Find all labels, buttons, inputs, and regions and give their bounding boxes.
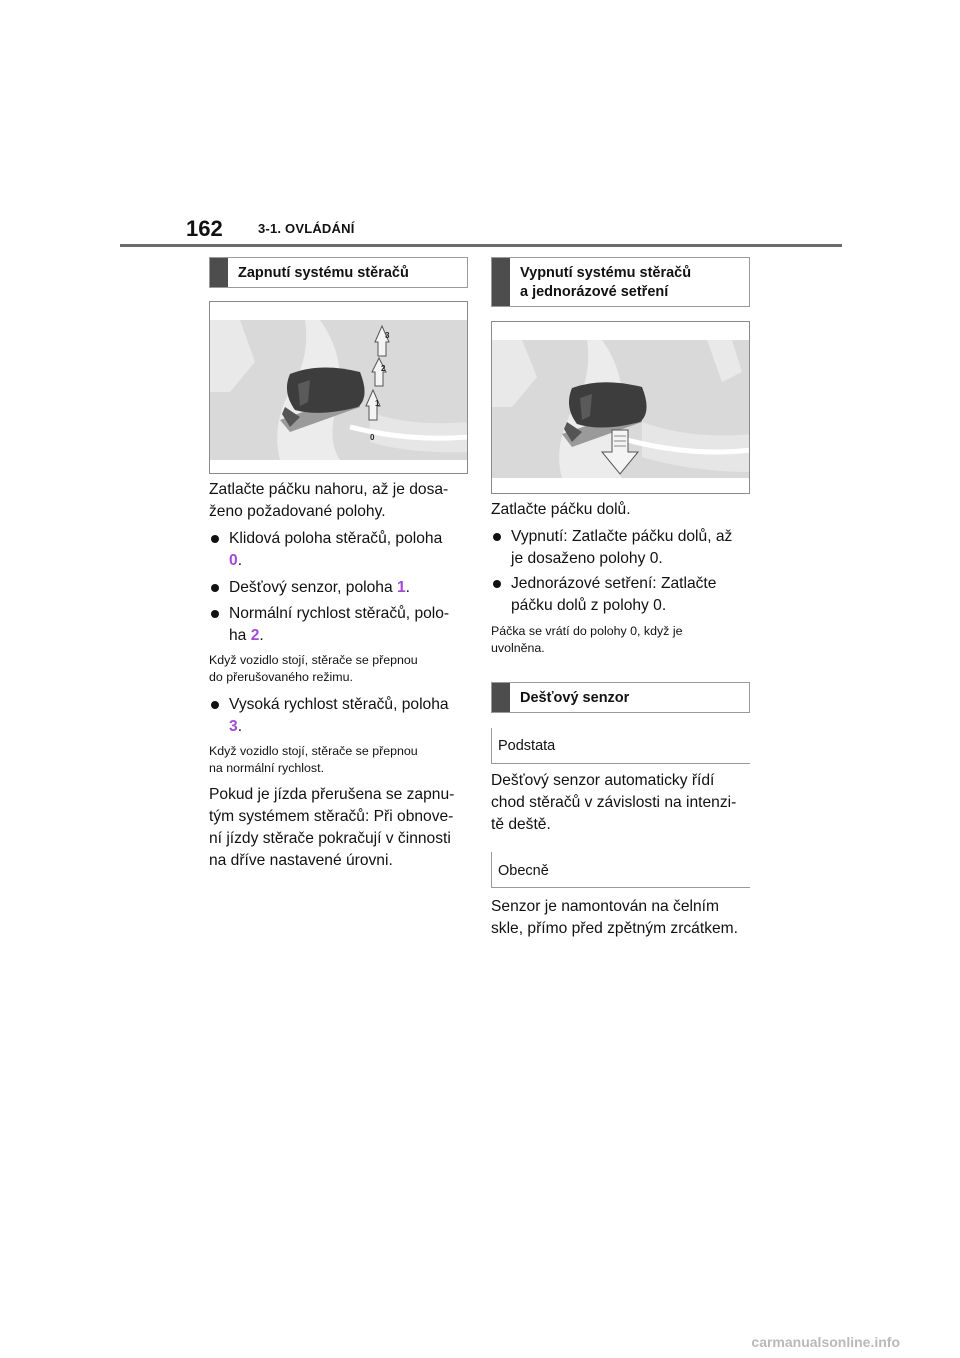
bullet-text-2: ha [229,627,251,644]
left-para-2: tým systémem stěračů: Při obnove- [209,808,454,825]
bullet-dot [211,701,219,709]
left-para-1: Pokud je jízda přerušena se zapnu- [209,786,455,803]
subheading-rule-vertical [491,728,492,764]
bullet-rain-sensor: Dešťový senzor, poloha 1. [211,577,471,599]
right-para1-1: Dešťový senzor automaticky řídí [491,772,715,789]
page-number: 162 [186,216,223,241]
right-para2-1: Senzor je namontován na čelním [491,898,719,915]
position-number: 2 [250,627,260,644]
wiper-lever-up-illustration [210,302,468,474]
bullet-dot [493,533,501,541]
subheading-principle: Podstata [498,738,556,754]
subheading-general: Obecně [498,863,549,879]
right-para1-3: tě deště. [491,816,551,833]
heading-line-1: Vypnutí systému stěračů [520,265,692,281]
wiper-lever-down-illustration [492,322,750,494]
left-para-4: na dříve nastavené úrovni. [209,852,393,869]
bullet-normal-speed: Normální rychlost stěračů, polo- ha 2. [211,603,471,647]
right-para1-2: chod stěračů v závislosti na intenzi- [491,794,737,811]
fig-label-3: 3 [385,331,390,340]
left-para-3: ní jízdy stěrače pokračují v činnosti [209,830,451,847]
bullet-text-2: je dosaženo polohy 0. [511,550,663,567]
subheading-rule-vertical [491,852,492,888]
subheading-rule [491,763,750,764]
note-intermittent-1: Když vozidlo stojí, stěrače se přepnou [209,653,418,667]
heading-line-2: a jednorázové setření [520,284,669,300]
note-return-1: Páčka se vrátí do polohy 0, když je [491,624,683,638]
subheading-rule [491,887,750,888]
bullet-dot [493,580,501,588]
position-number: 0 [229,552,238,569]
note-normal-speed-2: na normální rychlost. [209,761,325,775]
right-intro: Zatlačte páčku dolů. [491,501,631,518]
header-rule [120,244,842,247]
bullet-switch-off [493,526,753,570]
heading-text [520,264,741,302]
bullet-text: Vysoká rychlost stěračů, poloha [229,696,449,713]
note-normal-speed-1: Když vozidlo stojí, stěrače se přepnou [209,744,418,758]
heading-marker [492,258,510,306]
section-heading-rain-sensor [491,682,750,713]
fig-label-2: 2 [381,364,386,373]
right-para2-2: skle, přímo před zpětným zrcátkem. [491,920,738,937]
left-intro-2: ženo požadované polohy. [209,503,386,520]
bullet-single-wipe [493,573,753,617]
heading-marker [492,683,510,712]
chapter-title: 3-1. OVLÁDÁNÍ [258,221,355,236]
watermark: carmanualsonline.info [751,1334,900,1350]
bullet-text: Normální rychlost stěračů, polo- [229,605,450,622]
fig-label-0: 0 [370,433,375,442]
wiper-up-figure [209,301,468,474]
bullet-text: Vypnutí: Zatlačte páčku dolů, až [511,528,733,545]
position-number: 1 [396,579,406,596]
bullet-text: Dešťový senzor, poloha [229,579,397,596]
bullet-high-speed: Vysoká rychlost stěračů, poloha 3. [211,694,471,738]
heading-marker [210,258,228,287]
bullet-text: Jednorázové setření: Zatlačte [511,575,717,592]
fig-label-1: 1 [375,399,380,408]
bullet-rest-position: Klidová poloha stěračů, poloha 0. [211,528,471,572]
heading-text: Zapnutí systému stěračů [238,265,409,281]
left-intro-1: Zatlačte páčku nahoru, až je dosa- [209,481,449,498]
note-intermittent-2: do přerušovaného režimu. [209,670,353,684]
note-return-2: uvolněna. [491,641,545,655]
heading-text: Dešťový senzor [520,690,630,706]
bullet-text-2: páčku dolů z polohy 0. [511,597,667,614]
section-heading-wiper-on [209,257,468,288]
bullet-dot [211,535,219,543]
wiper-down-figure [491,321,750,494]
bullet-text: Klidová poloha stěračů, poloha [229,530,443,547]
bullet-dot [211,584,219,592]
section-heading-wiper-off [491,257,750,307]
position-number: 3 [229,718,238,735]
bullet-dot [211,610,219,618]
